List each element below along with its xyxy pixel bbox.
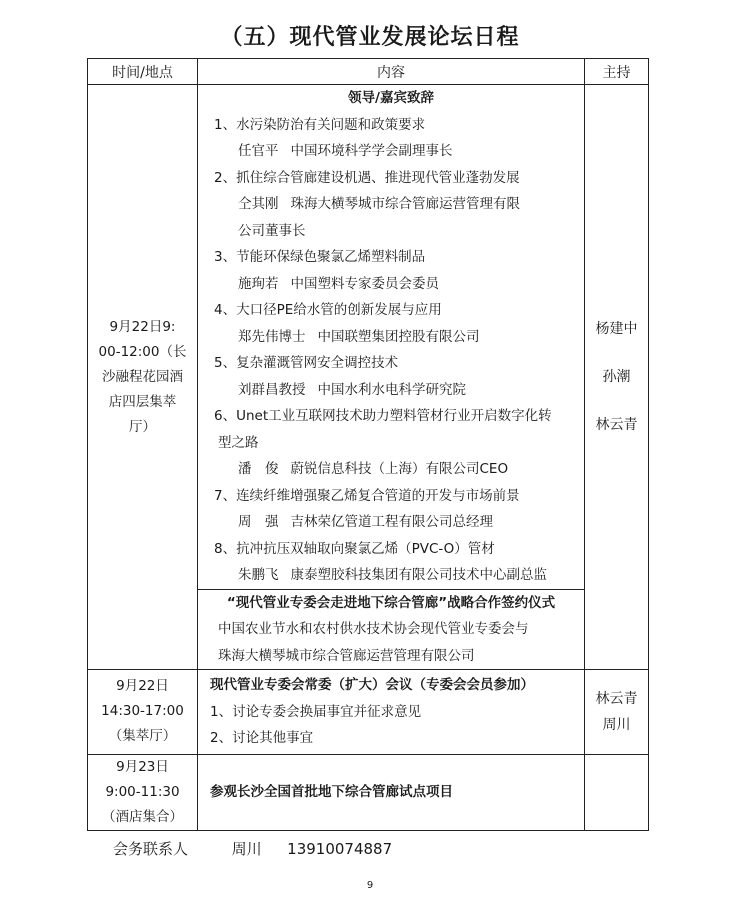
speaker-org: 中国水利水电科学研究院 <box>317 381 466 398</box>
time-line: 厅） <box>129 418 156 435</box>
speaker-name: 郑先伟博士 <box>238 328 306 345</box>
time-line: 店四层集萃 <box>108 393 177 410</box>
row1-content-cell <box>198 85 585 670</box>
speaker-org: 蔚锐信息科技（上海）有限公司CEO <box>290 461 509 477</box>
agenda-topic: 7、连续纤维增强聚乙烯复合管道的开发与市场前景 <box>214 487 520 504</box>
host-name: 林云青 <box>595 417 638 433</box>
signing-title: “现代管业专委会走进地下综合管廊”战略合作签约仪式 <box>226 594 556 611</box>
contact-name: 周川 <box>231 840 262 858</box>
time-line: （集萃厅） <box>108 728 177 745</box>
speaker-name: 朱鹏飞 <box>238 567 279 583</box>
header-time: 时间/地点 <box>88 59 198 85</box>
signing-line: 中国农业节水和农村供水技术协会现代管业专委会与 <box>218 621 529 637</box>
row3-host-cell <box>585 754 649 830</box>
agenda-topic: 2、抓住综合管廊建设机遇、推进现代管业蓬勃发展 <box>214 169 520 186</box>
visit-title: 参观长沙全国首批地下综合管廊试点项目 <box>210 783 453 800</box>
table-row <box>88 754 649 830</box>
speaker-org: 中国环境科学学会副理事长 <box>290 143 453 159</box>
time-line: 14:30-17:00 <box>101 703 184 720</box>
section-title: 领导/嘉宾致辞 <box>348 90 434 106</box>
agenda-topic: 4、大口径PE给水管的创新发展与应用 <box>214 302 442 318</box>
row3-time-cell <box>88 754 198 830</box>
row1-time-cell <box>88 85 198 670</box>
meeting-item: 2、讨论其他事宜 <box>210 730 314 746</box>
table-row <box>88 670 649 755</box>
host-name: 周川 <box>602 716 631 733</box>
meeting-item: 1、讨论专委会换届事宜并征求意见 <box>210 703 422 720</box>
speaker-name: 任官平 <box>238 143 279 159</box>
agenda-speaker <box>198 377 584 404</box>
agenda-topic: 1、水污染防治有关问题和政策要求 <box>214 116 426 133</box>
agenda-speaker <box>198 456 584 483</box>
time-line: 9月22日9: <box>109 318 176 335</box>
schedule-table <box>87 58 649 831</box>
agenda-speaker <box>198 562 584 589</box>
row2-content-cell <box>198 670 585 755</box>
header-host: 主持 <box>585 59 649 85</box>
header-content: 内容 <box>198 59 585 85</box>
speaker-org: 中国联塑集团控股有限公司 <box>317 328 480 345</box>
speaker-name: 潘 俊 <box>238 461 279 477</box>
table-row <box>88 85 649 670</box>
contact-label: 会务联系人 <box>113 840 189 858</box>
agenda-speaker <box>198 271 584 298</box>
agenda-topic: 8、抗冲抗压双轴取向聚氯乙烯（PVC-O）管材 <box>214 540 495 557</box>
agenda-topic: 5、复杂灌溉管网安全调控技术 <box>214 355 399 371</box>
speaker-org: 康泰塑胶科技集团有限公司技术中心副总监 <box>290 567 547 583</box>
host-name: 孙潮 <box>602 369 631 385</box>
contact-info <box>113 838 392 859</box>
meeting-title: 现代管业专委会常委（扩大）会议（专委会会员参加） <box>210 677 534 693</box>
row2-time-cell <box>88 670 198 755</box>
agenda-topic: 6、Unet工业互联网技术助力塑料管材行业开启数字化转 <box>214 408 552 424</box>
time-line: （酒店集合） <box>102 808 183 825</box>
speaker-name: 周 强 <box>238 514 279 530</box>
time-line: 00-12:00（长 <box>98 343 187 360</box>
table-header-row <box>88 59 649 85</box>
host-name: 杨建中 <box>595 321 638 337</box>
row3-content-cell <box>198 754 585 830</box>
signing-line: 珠海大横琴城市综合管廊运营管理有限公司 <box>218 647 475 664</box>
agenda-speaker <box>198 191 584 218</box>
agenda-speaker <box>198 324 584 351</box>
speaker-org: 珠海大横琴城市综合管廊运营管理有限 <box>290 196 520 212</box>
speaker-name: 施珣若 <box>238 275 279 292</box>
speaker-org: 吉林荣亿管道工程有限公司总经理 <box>290 514 493 530</box>
agenda-speaker <box>198 509 584 536</box>
agenda-topic: 3、节能环保绿色聚氯乙烯塑料制品 <box>214 249 426 265</box>
time-line: 9:00-11:30 <box>105 783 180 800</box>
host-name: 林云青 <box>595 690 638 707</box>
signing-block <box>198 589 584 670</box>
speaker-name: 刘群昌教授 <box>238 381 306 398</box>
speaker-name: 仝其刚 <box>238 196 279 212</box>
time-line: 9月23日 <box>116 758 169 775</box>
agenda-speaker-cont: 公司董事长 <box>238 222 306 239</box>
agenda-speaker <box>198 138 584 165</box>
agenda-topic-cont: 型之路 <box>218 434 259 451</box>
row2-host-cell <box>585 670 649 755</box>
time-line: 沙融程花园酒 <box>102 368 183 385</box>
page-title: （五）现代管业发展论坛日程 <box>220 25 520 50</box>
page-number: 9 <box>366 880 374 891</box>
contact-phone: 13910074887 <box>287 840 393 858</box>
row1-host-cell <box>585 85 649 670</box>
speaker-org: 中国塑料专家委员会委员 <box>290 275 439 292</box>
time-line: 9月22日 <box>116 678 169 695</box>
